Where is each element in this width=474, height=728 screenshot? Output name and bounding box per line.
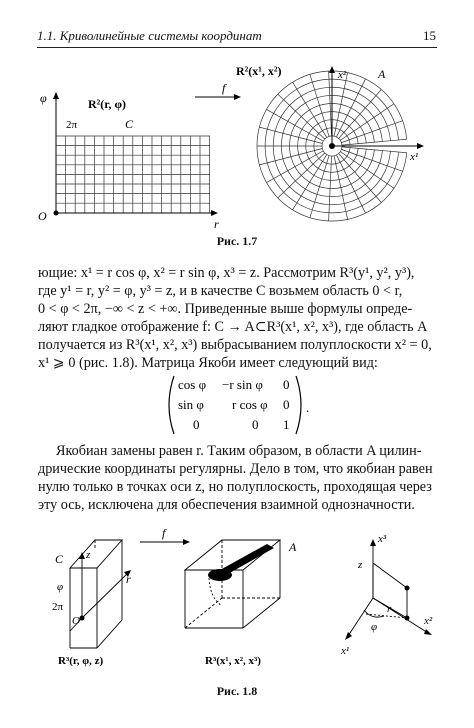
figure-1-7 [0,50,474,230]
matrix-cell: sin φ [178,397,204,412]
matrix-right-paren [296,376,301,434]
mid-space-label: R³(x¹, x², x³) [205,655,261,667]
right-r-label: r [387,603,392,615]
polar-spoke [341,149,402,171]
x2-axis-label: x² [338,69,347,81]
phi-axis-label: φ [40,91,47,105]
matrix-left-paren [169,376,174,434]
origin-point [54,211,59,216]
polar-spoke [293,82,327,137]
mid-a-label: A [289,540,297,554]
region-a-label: A [378,67,386,81]
text-line: эту ось, исключена для обеспечения взаимной однозначности. [38,497,415,513]
matrix-cell: −r sin φ [222,377,263,392]
running-header-title: 1.1. Криволинейные системы координат [37,28,262,43]
left-r-label: r [126,572,131,586]
page-number: 15 [423,28,436,43]
figure-1-8-caption: Рис. 1.8 [216,684,258,698]
matrix-cell: cos φ [178,377,207,392]
text-line: x¹ ⩾ 0 (рис. 1.8). Матрица Якоби имеет следующий вид: [38,355,378,371]
mapping-arrowhead [183,539,190,545]
text-line: 0 < φ < 2π, −∞ < z < +∞. Приведенные выше формулы опреде- [38,301,413,317]
matrix-cell: 0 [283,397,290,412]
right-x2-label: x² [424,615,433,627]
rectangular-grid [56,136,210,213]
left-o-label: O [72,615,80,627]
two-pi-label: 2π [66,119,78,131]
jacobian-matrix [160,372,320,438]
text-line: получается из R³(x¹, x², x³) выбрасыванием полуплоскости x² = 0, [38,337,432,353]
mapping-arrowhead [234,94,241,100]
paragraph-2 [38,442,438,514]
polar-spoke [293,155,327,210]
left-slab [70,540,128,648]
mapping-label: f [162,528,166,540]
region-c-label: C [125,117,134,131]
cut-halfplane [220,544,274,575]
x1-axis-label: x¹ [410,151,419,163]
r-axis-label: r [214,217,219,230]
matrix-cell: 0 [252,417,259,432]
right-z-label: z [358,559,363,571]
text-line: ющие: x¹ = r cos φ, x² = r sin φ, x³ = z. Рассмотрим R³(y¹, y², y³), [38,265,415,281]
matrix-cell: 0 [193,417,200,432]
right-x3-label: x³ [378,533,387,545]
left-space-label: R²(r, φ) [88,97,126,111]
phi-axis-arrow [53,92,59,99]
mapping-label: f [222,81,226,95]
matrix-cell: 1 [283,417,290,432]
x1-axis-arrow [417,143,424,149]
x2-axis-arrow [424,629,432,635]
x1-axis-arrow [345,632,352,640]
right-phi-label: φ [371,621,378,633]
figure-1-7-caption: Рис. 1.7 [216,234,258,248]
left-space-label: R³(r, φ, z) [58,655,104,667]
right-axes [348,543,428,636]
right-space-label: R²(x¹, x²) [236,64,282,78]
left-phi-label: φ [57,581,64,593]
polar-spoke [334,156,348,220]
matrix-cell: 0 [283,377,290,392]
matrix-cell: r cos φ [232,397,268,412]
origin-label: O [38,209,47,223]
projection-point [405,616,410,621]
polar-spoke [334,73,348,137]
left-z-label: z [86,549,91,561]
x3-axis-arrow [370,539,376,546]
text-line: ляют гладкое отображение f: C → A⊂R³(x¹, x², x³), где область A [38,319,428,335]
left-two-pi-label: 2π [52,601,64,613]
matrix-period: . [306,400,310,415]
polar-spoke [341,121,402,143]
text-line: Якобиан замены равен r. Таким образом, в области A цилин- [56,443,422,459]
paragraph-1 [38,264,438,372]
left-c-label: C [55,552,64,566]
origin-point [80,616,85,621]
r-axis-arrow [211,210,218,216]
text-line: нулю только в точках оси z, но полуплоскость, проходящая через [38,479,432,495]
x2-axis-arrow [329,66,335,73]
figure-1-8 [0,528,474,678]
right-x1-label: x¹ [341,645,350,657]
point-marker [405,586,410,591]
header-rule [37,47,437,48]
polar-origin [329,143,335,149]
z-axis-arrow [79,552,85,559]
text-line: где y¹ = r, y² = φ, y³ = z, и в качестве C возьмем область 0 < r, [38,283,403,299]
text-line: дрические координаты регулярны. Дело в том, что якобиан равен [38,461,433,477]
middle-box [185,540,280,628]
